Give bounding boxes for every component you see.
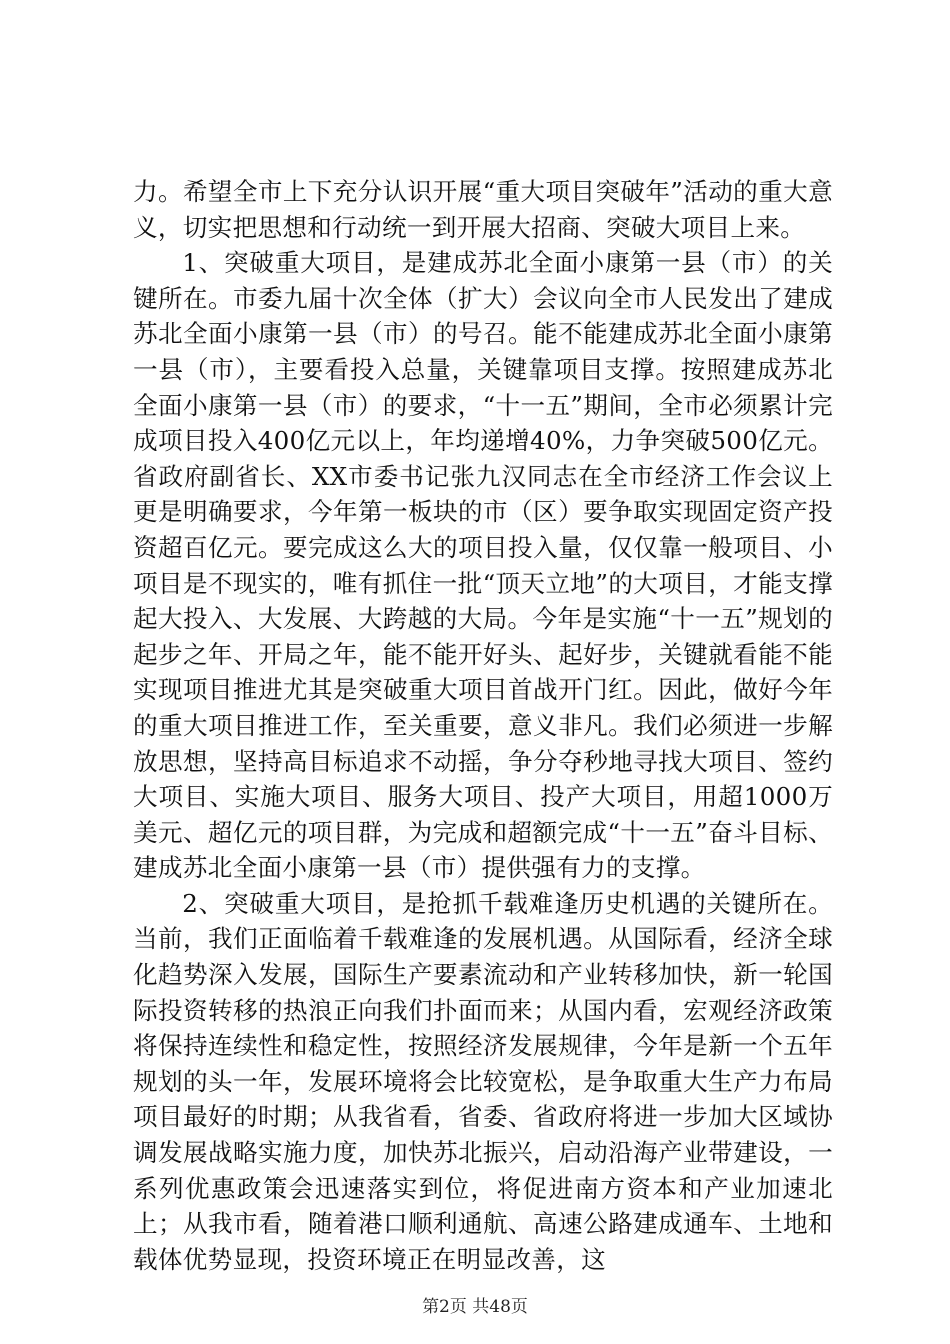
paragraph-point-2: 2、突破重大项目，是抢抓千载难逢历史机遇的关键所在。当前，我们正面临着千载难逢的发展机遇。从国际看，经济全球化趋势深入发展，国际生产要素流动和产业转移加快，新一轮国际投资转移的热浪正向我们扑面而来；从国内看，宏观经济政策将保持连续性和稳定性，按照经济发展规律，今年是新一个五年规划的头一年，发展环境将会比较宽松，是争取重大生产力布局项目最好的时期；从我省看，省委、省政府将进一步加大区域协调发展战略实施力度，加快苏北振兴，启动沿海产业带建设，一系列优惠政策会迅速落实到位，将促进南方资本和产业加速北上；从我市看，随着港口顺利通航、高速公路建成通车、土地和载体优势显现，投资环境正在明显改善，这 xyxy=(133,888,833,1274)
document-body xyxy=(133,174,833,1277)
paragraph-point-1: 1、突破重大项目，是建成苏北全面小康第一县（市）的关键所在。市委九届十次全体（扩大）会议向全市人民发出了建成苏北全面小康第一县（市）的号召。能不能建成苏北全面小康第一县（市），主要看投入总量，关键靠项目支撑。按照建成苏北全面小康第一县（市）的要求，“十一五”期间，全市必须累计完成项目投入400亿元以上，年均递增40%，力争突破500亿元。省政府副省长、XX市委书记张九汉同志在全市经济工作会议上更是明确要求，今年第一板块的市（区）要争取实现固定资产投资超百亿元。要完成这么大的项目投入量，仅仅靠一般项目、小项目是不现实的，唯有抓住一批“顶天立地”的大项目，才能支撑起大投入、大发展、大跨越的大局。今年是实施“十一五”规划的起步之年、开局之年，能不能开好头、起好步，关键就看能不能实现项目推进尤其是突破重大项目首战开门红。因此，做好今年的重大项目推进工作，至关重要，意义非凡。我们必须进一步解放思想，坚持高目标追求不动摇，争分夺秒地寻找大项目、签约大项目、实施大项目、服务大项目、投产大项目，用超1000万美元、超亿元的项目群，为完成和超额完成“十一五”奋斗目标、建成苏北全面小康第一县（市）提供强有力的支撑。 xyxy=(133,248,833,883)
paragraph-continuation: 力。希望全市上下充分认识开展“重大项目突破年”活动的重大意义，切实把思想和行动统一到开展大招商、突破大项目上来。 xyxy=(133,177,833,242)
page-footer: 第2页 共48页 xyxy=(422,1297,528,1317)
